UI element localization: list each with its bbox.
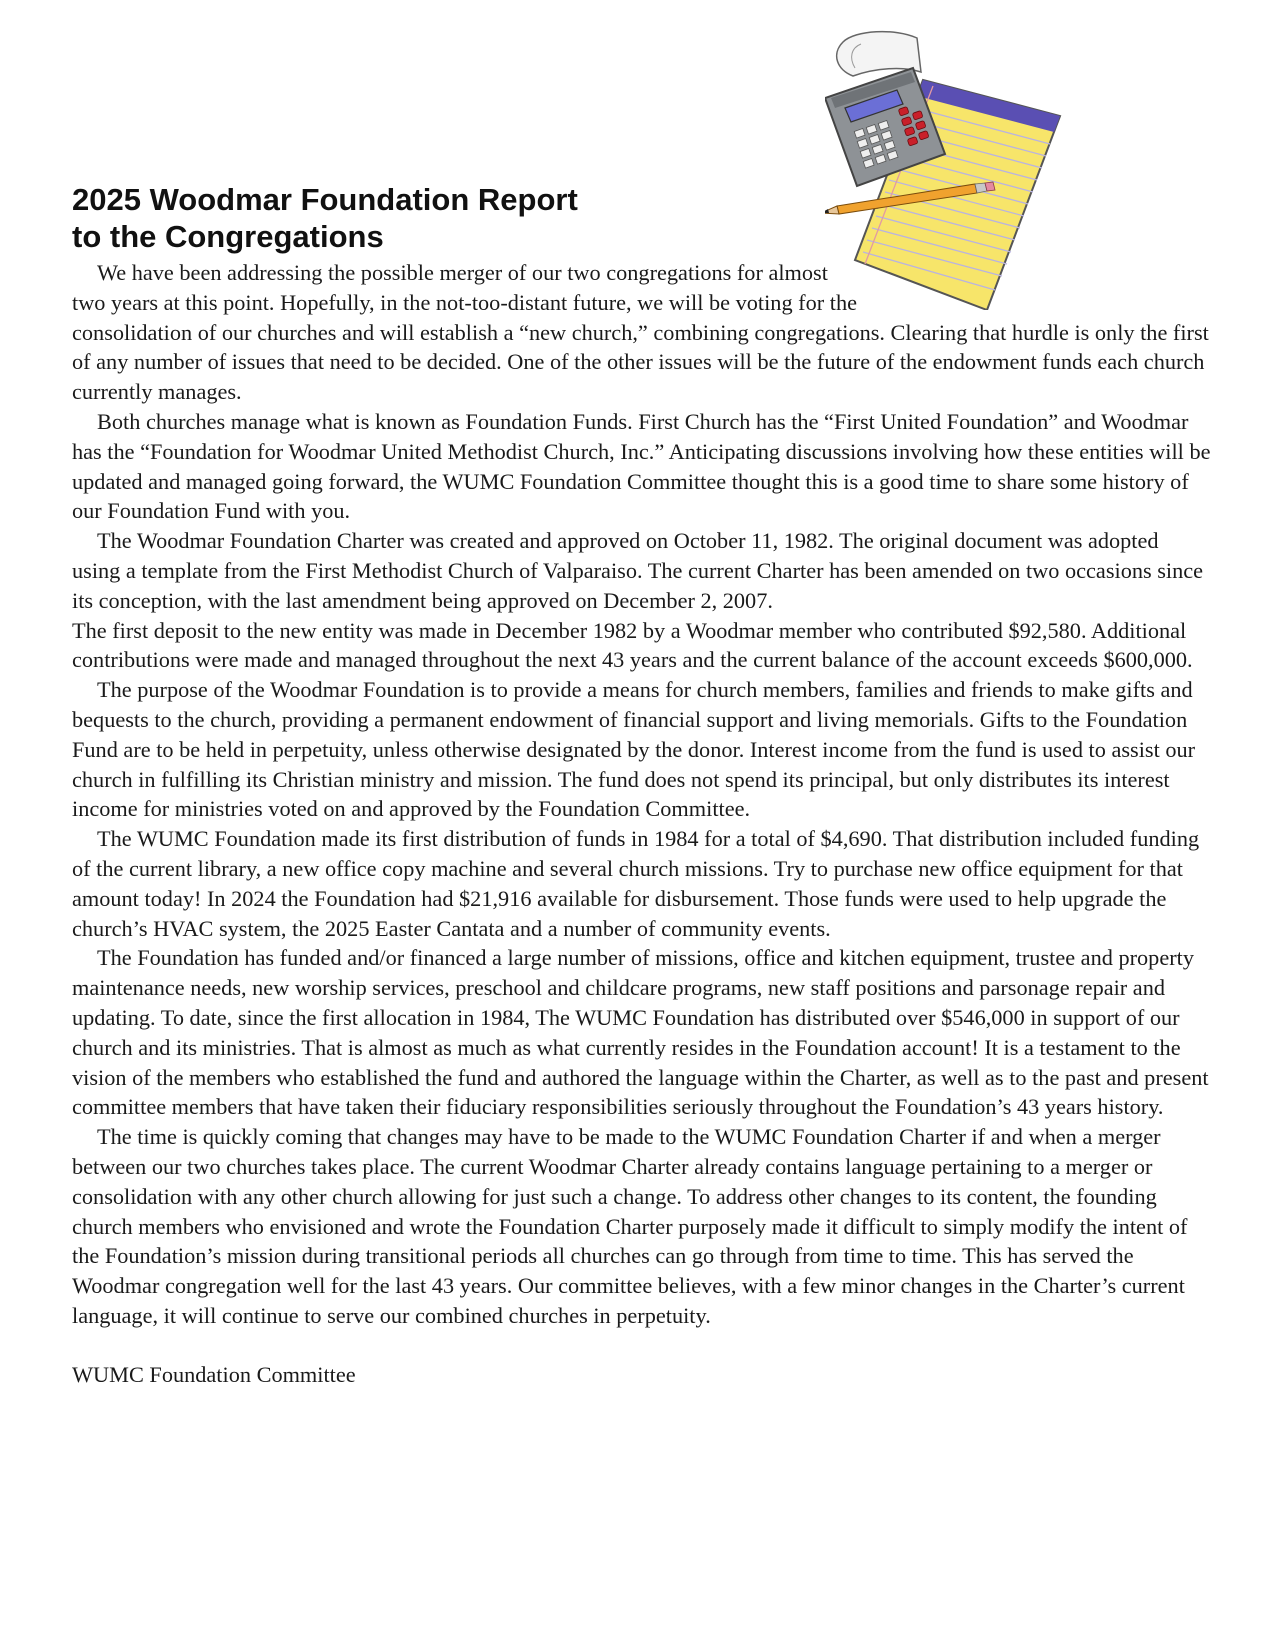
paragraph-merger-intro: We have been addressing the possible merger of our two congregations for almost two years at this point. Hopefully, in the not-too-distant future, we will be voting for the consolidation of our churches and will establish a “new church,” combining congregations. Clearing that hurdle is only the first of any number of issues that need to be decided. One of the other issues will be the future of the endowment funds each church currently manages.	[72, 260, 1209, 405]
paragraph-first-distribution: The WUMC Foundation made its first distribution of funds in 1984 for a total of $4,690. That distribution included funding of the current library, a new office copy machine and several church missions. Try to purchase new office equipment for that amount today! In 2024 the Foundation had $21,916 available for disbursement. Those funds were used to help upgrade the church’s HVAC system, the 2025 Easter Cantata and a number of community events.	[72, 826, 1200, 941]
paragraph-purpose: The purpose of the Woodmar Foundation is to provide a means for church members, families and friends to make gifts and bequests to the church, providing a permanent endowment of financial support and living memorials. Gifts to the Foundation Fund are to be held in perpetuity, unless otherwise designated by the donor. Interest income from the fund is used to assist our church in fulfilling its Christian ministry and mission. The fund does not spend its principal, but only distributes its interest income for ministries voted on and approved by the Foundation Committee.	[72, 677, 1196, 822]
paragraph-funded-items: The Foundation has funded and/or financed a large number of missions, office and kitchen equipment, trustee and property maintenance needs, new worship services, preschool and childcare programs, new staff positions and parsonage repair and updating. To date, since the first allocation in 1984, The WUMC Foundation has distributed over $546,000 in support of our church and its ministries. That is almost as much as what currently resides in the Foundation account! It is a testament to the vision of the members who established the fund and authored the language within the Charter, as well as to the past and present committee members that have taken their fiduciary responsibilities seriously throughout the Foundation’s 43 years history.	[72, 945, 1209, 1120]
paragraph-future-changes: The time is quickly coming that changes may have to be made to the WUMC Foundation Charter if and when a merger between our two churches takes place. The current Woodmar Charter already contains language pertaining to a merger or consolidation with any other church allowing for just such a change. To address other changes to its content, the founding church members who envisioned and wrote the Foundation Charter purposely made it difficult to simply modify the intent of the Foundation’s mission during transitional periods all churches can go through from time to time. This has served the Woodmar congregation well for the last 43 years. Our committee believes, with a few minor changes in the Charter’s current language, it will continue to serve our combined churches in perpetuity.	[72, 1124, 1188, 1328]
signature: WUMC Foundation Committee	[72, 1362, 356, 1388]
report-body	[72, 258, 1212, 1390]
paragraph-first-deposit: The first deposit to the new entity was made in December 1982 by a Woodmar member who contributed $92,580. Additional contributions were made and managed throughout the next 43 years and the current balance of the account exceeds $600,000.	[72, 617, 1193, 673]
page-title	[72, 181, 578, 255]
paragraph-charter-history: The Woodmar Foundation Charter was created and approved on October 11, 1982. The original document was adopted using a template from the First Methodist Church of Valparaiso. The current Charter has been amended on two occasions since its conception, with the last amendment being approved on December 2, 2007.	[72, 528, 1204, 613]
paragraph-foundation-funds: Both churches manage what is known as Foundation Funds. First Church has the “First United Foundation” and Woodmar has the “Foundation for Woodmar United Methodist Church, Inc.” Anticipating discussions involving how these entities will be updated and managed going forward, the WUMC Foundation Committee thought this is a good time to share some history of our Foundation Fund with you.	[72, 408, 1211, 524]
page-title-line-1: 2025 Woodmar Foundation Report	[72, 182, 578, 217]
illustration-wrap-spacer	[857, 258, 1212, 312]
page-title-line-2: to the Congregations	[72, 219, 384, 254]
